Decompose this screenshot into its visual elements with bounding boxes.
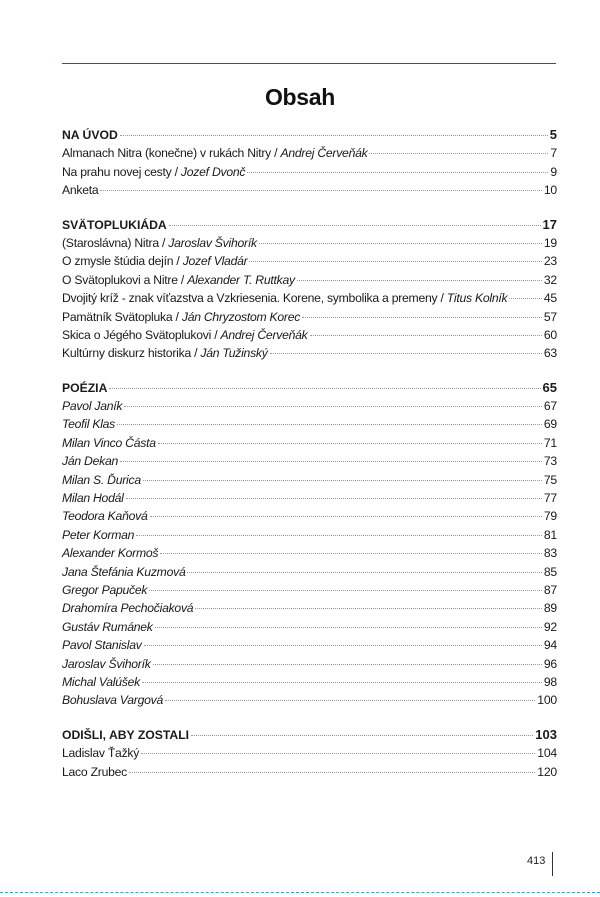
entry-page-number: 89 xyxy=(543,601,557,616)
entry-author: Bohuslava Vargová xyxy=(62,693,163,708)
toc-entry xyxy=(62,744,557,762)
entry-text xyxy=(62,526,134,544)
page-edge-dashed-line xyxy=(0,892,600,893)
entry-author: Drahomíra Pechočiaková xyxy=(62,601,194,616)
toc-entry xyxy=(62,308,557,326)
entry-page-number: 94 xyxy=(543,638,557,653)
entry-text xyxy=(62,507,148,525)
entry-page-number: 87 xyxy=(543,582,557,597)
dot-leader xyxy=(302,317,542,318)
entry-text xyxy=(62,599,193,617)
entry-author: Ján Dekan xyxy=(62,454,119,469)
entry-title: O zmysle štúdia dejín xyxy=(62,254,174,269)
entry-separator: / xyxy=(172,309,182,324)
dot-leader xyxy=(144,645,542,646)
entry-page-number: 79 xyxy=(543,509,557,524)
entry-text xyxy=(62,397,122,415)
section-heading-text: NA ÚVOD xyxy=(62,128,118,142)
entry-page-number: 92 xyxy=(543,619,557,634)
toc-entry xyxy=(62,144,557,162)
dot-leader xyxy=(120,135,548,136)
entry-page-number: 75 xyxy=(543,472,557,487)
dot-leader xyxy=(297,280,542,281)
entry-title: Ladislav Ťažký xyxy=(62,746,140,761)
toc-entry xyxy=(62,763,557,781)
toc-entry xyxy=(62,618,557,636)
entry-author: Milan Vinco Částa xyxy=(62,435,156,450)
entry-text xyxy=(62,181,98,199)
dot-leader xyxy=(141,753,535,754)
entry-author: Ján Tužinský xyxy=(200,346,268,361)
entry-text xyxy=(62,636,142,654)
entry-title: (Staroslávna) Nitra xyxy=(62,235,159,250)
entry-title: O Svätoplukovi a Nitre xyxy=(62,272,178,287)
dot-leader xyxy=(100,190,541,191)
section-page-number: 103 xyxy=(535,726,557,742)
entry-page-number: 81 xyxy=(543,527,557,542)
entry-author: Gregor Papuček xyxy=(62,582,148,597)
entry-separator: / xyxy=(190,346,201,361)
entry-text xyxy=(62,252,247,270)
entry-page-number: 23 xyxy=(543,254,557,269)
toc-entry xyxy=(62,234,557,252)
dot-leader xyxy=(509,298,541,299)
section-heading xyxy=(62,216,557,234)
entry-title: Almanach Nitra (konečne) v rukách Nitry xyxy=(62,146,272,161)
entry-page-number: 77 xyxy=(543,491,557,506)
section-heading xyxy=(62,379,557,397)
entry-page-number: 19 xyxy=(543,235,557,250)
entry-page-number: 9 xyxy=(550,164,557,179)
entry-text xyxy=(62,744,139,762)
dot-leader xyxy=(158,443,542,444)
entry-author: Jozef Dvonč xyxy=(180,164,246,179)
dot-leader xyxy=(369,153,548,154)
entry-text xyxy=(62,544,158,562)
entry-separator: / xyxy=(437,291,447,306)
entry-author: Titus Kolník xyxy=(446,291,508,306)
entry-author: Pavol Stanislav xyxy=(62,638,142,653)
entry-author: Jozef Vladár xyxy=(182,254,248,269)
toc-entry xyxy=(62,344,557,362)
toc-entry xyxy=(62,471,557,489)
toc-entry xyxy=(62,507,557,525)
dot-leader xyxy=(187,572,541,573)
entry-author: Pavol Janík xyxy=(62,399,123,414)
entry-title: Laco Zrubec xyxy=(62,764,127,779)
toc-entry xyxy=(62,434,557,452)
toc-entry xyxy=(62,163,557,181)
entry-text xyxy=(62,691,163,709)
entry-page-number: 96 xyxy=(543,656,557,671)
entry-page-number: 7 xyxy=(550,146,557,161)
entry-author: Michal Valúšek xyxy=(62,674,141,689)
dot-leader xyxy=(109,388,540,389)
entry-title: Na prahu novej cesty xyxy=(62,164,172,179)
entry-page-number: 10 xyxy=(543,183,557,198)
entry-text xyxy=(62,471,141,489)
toc-entry xyxy=(62,636,557,654)
entry-author: Ján Chryzostom Korec xyxy=(181,309,301,324)
dot-leader xyxy=(129,772,535,773)
dot-leader xyxy=(149,590,542,591)
section-heading xyxy=(62,726,557,744)
table-of-contents xyxy=(62,126,557,781)
toc-entry xyxy=(62,599,557,617)
entry-page-number: 60 xyxy=(543,327,557,342)
section-page-number: 65 xyxy=(542,379,557,395)
entry-page-number: 57 xyxy=(543,309,557,324)
entry-page-number: 71 xyxy=(543,435,557,450)
dot-leader xyxy=(160,553,542,554)
entry-author: Jaroslav Švihorík xyxy=(62,656,151,671)
toc-section xyxy=(62,216,557,363)
dot-leader xyxy=(155,627,542,628)
entry-title: Skica o Jégého Svätoplukovi xyxy=(62,327,212,342)
toc-section xyxy=(62,726,557,781)
dot-leader xyxy=(310,335,542,336)
entry-author: Jaroslav Švihorík xyxy=(168,235,257,250)
entry-text xyxy=(62,163,245,181)
entry-text xyxy=(62,452,118,470)
section-page-number: 17 xyxy=(542,216,557,232)
page-title: Obsah xyxy=(264,84,336,110)
entry-page-number: 63 xyxy=(543,346,557,361)
entry-separator: / xyxy=(271,146,281,161)
entry-author: Teodora Kaňová xyxy=(62,509,148,524)
entry-page-number: 120 xyxy=(537,764,557,779)
toc-entry xyxy=(62,655,557,673)
entry-text xyxy=(62,289,507,307)
entry-text xyxy=(62,563,185,581)
toc-section xyxy=(62,379,557,710)
entry-text xyxy=(62,618,153,636)
dot-leader xyxy=(143,480,542,481)
entry-author: Andrej Červeňák xyxy=(280,146,368,161)
entry-text xyxy=(62,234,257,252)
entry-author: Teofil Klas xyxy=(62,417,116,432)
entry-page-number: 73 xyxy=(543,454,557,469)
toc-entry xyxy=(62,326,557,344)
entry-text xyxy=(62,763,127,781)
dot-leader xyxy=(191,735,533,736)
entry-page-number: 104 xyxy=(537,746,557,761)
toc-entry xyxy=(62,271,557,289)
dot-leader xyxy=(249,261,541,262)
toc-entry xyxy=(62,563,557,581)
toc-entry xyxy=(62,397,557,415)
entry-separator: / xyxy=(158,235,169,250)
section-page-number: 5 xyxy=(549,127,557,142)
dot-leader xyxy=(169,225,541,226)
entry-author: Peter Korman xyxy=(62,527,135,542)
entry-title: Dvojitý kríž - znak víťazstva a Vzkriesenia. Korene, symbolika a premeny xyxy=(62,291,438,306)
entry-text xyxy=(62,581,147,599)
dot-leader xyxy=(195,608,542,609)
dot-leader xyxy=(142,682,542,683)
dot-leader xyxy=(150,516,542,517)
entry-page-number: 100 xyxy=(537,693,557,708)
entry-page-number: 83 xyxy=(543,546,557,561)
entry-text xyxy=(62,489,124,507)
dot-leader xyxy=(126,498,542,499)
entry-page-number: 32 xyxy=(543,272,557,287)
toc-entry xyxy=(62,691,557,709)
entry-author: Alexander Kormoš xyxy=(62,546,159,561)
entry-separator: / xyxy=(171,164,181,179)
entry-page-number: 67 xyxy=(543,399,557,414)
toc-entry xyxy=(62,489,557,507)
toc-section xyxy=(62,126,557,200)
entry-text xyxy=(62,434,156,452)
dot-leader xyxy=(259,243,542,244)
dot-leader xyxy=(124,406,542,407)
entry-page-number: 45 xyxy=(543,291,557,306)
entry-text xyxy=(62,326,308,344)
toc-entry xyxy=(62,544,557,562)
entry-title: Anketa xyxy=(62,183,99,198)
entry-author: Andrej Červeňák xyxy=(220,327,308,342)
toc-entry xyxy=(62,526,557,544)
entry-author: Gustáv Rumánek xyxy=(62,619,153,634)
toc-entry xyxy=(62,181,557,199)
entry-page-number: 85 xyxy=(543,564,557,579)
entry-separator: / xyxy=(173,254,183,269)
entry-author: Alexander T. Ruttkay xyxy=(187,272,295,287)
entry-separator: / xyxy=(211,327,221,342)
section-heading xyxy=(62,126,557,144)
entry-title: Kultúrny diskurz historika xyxy=(62,346,191,361)
page-number-bar xyxy=(552,852,553,876)
entry-text xyxy=(62,344,268,362)
dot-leader xyxy=(153,664,542,665)
entry-text xyxy=(62,271,295,289)
entry-text xyxy=(62,144,367,162)
dot-leader xyxy=(120,461,542,462)
section-heading-text: SVÄTOPLUKIÁDA xyxy=(62,217,167,232)
toc-entry xyxy=(62,673,557,691)
entry-text xyxy=(62,655,151,673)
dot-leader xyxy=(136,535,542,536)
entry-page-number: 69 xyxy=(543,417,557,432)
page-number: 413 xyxy=(527,855,546,867)
entry-text xyxy=(62,415,115,433)
toc-entry xyxy=(62,252,557,270)
section-heading-text: ODIŠLI, ABY ZOSTALI xyxy=(62,727,190,742)
dot-leader xyxy=(247,172,548,173)
entry-page-number: 98 xyxy=(543,674,557,689)
toc-entry xyxy=(62,452,557,470)
entry-separator: / xyxy=(177,272,188,287)
dot-leader xyxy=(165,700,535,701)
toc-entry xyxy=(62,415,557,433)
entry-author: Milan Hodál xyxy=(62,491,124,506)
section-heading-text: POÉZIA xyxy=(62,380,108,395)
toc-entry xyxy=(62,289,557,307)
dot-leader xyxy=(270,353,542,354)
top-rule xyxy=(62,63,556,64)
entry-text xyxy=(62,308,300,326)
entry-title: Pamätník Svätopluka xyxy=(62,309,173,324)
dot-leader xyxy=(117,424,542,425)
entry-author: Jana Štefánia Kuzmová xyxy=(62,564,186,579)
entry-text xyxy=(62,673,140,691)
entry-author: Milan S. Ďurica xyxy=(62,472,141,487)
toc-entry xyxy=(62,581,557,599)
